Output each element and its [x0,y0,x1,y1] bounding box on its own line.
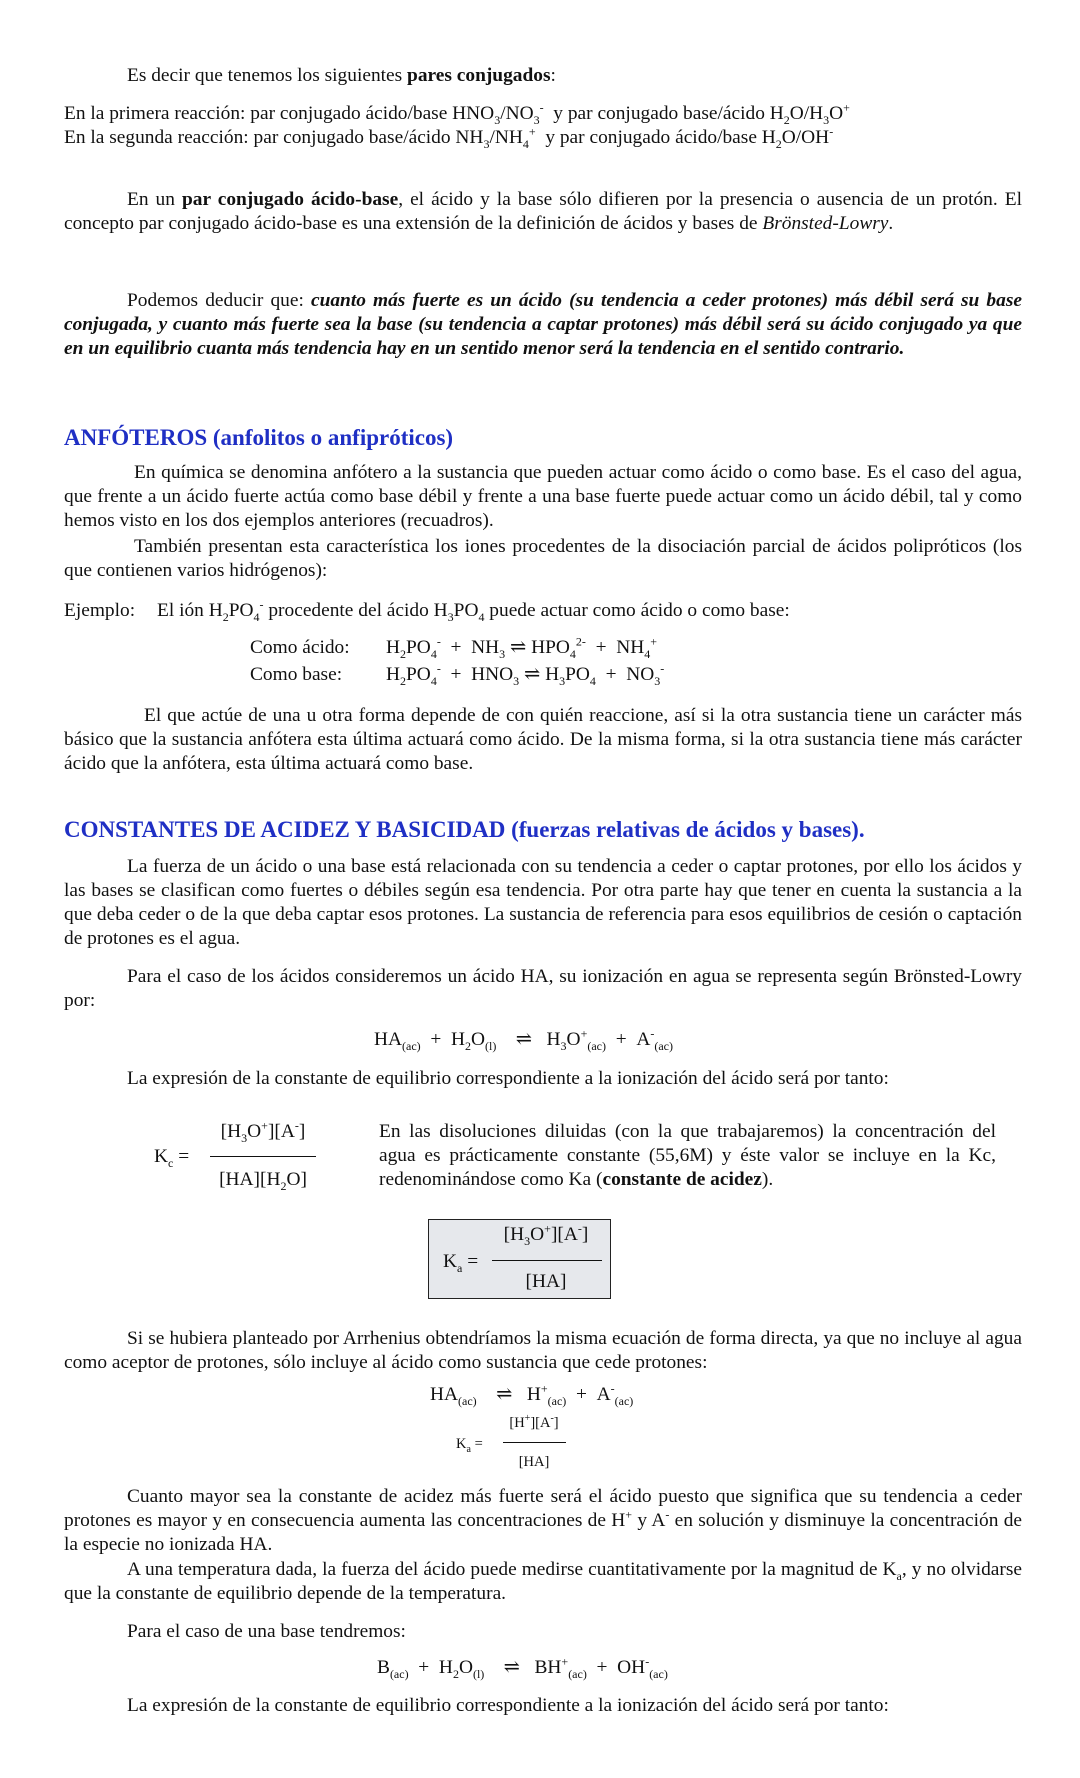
equation-base-ionization: $B_{(ac)} + H_2O_{(l)}$ ⇌ $BH^+_{(ac)} + OH^-_{(ac)}$ [377,1654,668,1681]
base-case-paragraph: Para el caso de una base tendremos: [127,1621,406,1642]
equation-arrhenius: $HA_{(ac)}$ ⇌ $H^+_{(ac)} + A^-_{(ac)}$ [430,1381,634,1408]
ka2-numerator: [H+][A-] [509,1413,559,1431]
kc-numerator: $[H_3O^+][A^-]$ [220,1118,306,1145]
intro-bold: pares conjugados [407,65,551,86]
temperature-paragraph: A una temperatura dada, la fuerza del ácido puede medirse cuantitativamente por la magnitud de $K_a$, y no olvidarse que la constante de equilibrio depende de la temperatura. [64,1559,1022,1604]
example-text: El ión $H_2PO_4^-$ procedente del ácido $H_3PO_4$ puede actuar como ácido o como base: [157,597,790,624]
kc-fraction-bar [210,1156,316,1157]
intro-end: : [550,65,556,86]
ka-numerator: $[H_3O^+][A^-]$ [503,1221,589,1248]
kc-label: $K_c$ = [154,1146,190,1170]
acid-label: Como ácido: [250,637,350,658]
anfoteros-paragraph-1: En química se denomina anfótero a la sustancia que pueden actuar como ácido o como base. Es el caso del agua, que frente a un ácido fuerte actúa como base débil y frente a una base fuerte puede actuar como un ácido débil, tal y como hemos visto en los dos ejemplos anteriores (recuadros). [64,462,1022,531]
constantes-paragraph-2: Para el caso de los ácidos consideremos un ácido HA, su ionización en agua se representa según Brönsted-Lowry por: [64,966,1022,1011]
constantes-paragraph-1: La fuerza de un ácido o una base está relacionada con su tendencia a ceder o captar protones, por ello los ácidos y las bases se clasifican como fuertes o débiles según esa tendencia. Por otra parte hay que tener en cuenta la sustancia a la que deba ceder o de la que deba captar esos protones. La sustancia de referencia para esos equilibrios de cesión o captación de protones es el agua. [64,856,1022,949]
anfoteros-paragraph-2: También presentan esta característica los iones procedentes de la disociación parcial de ácidos polipróticos (los que contienen varios hidrógenos): [64,536,1022,581]
final-paragraph: La expresión de la constante de equilibrio correspondiente a la ionización del ácido será por tanto: [127,1695,889,1716]
kc-denominator: $[HA][H_2O]$ [219,1169,307,1193]
deduce-emphasis: cuanto más fuerte es un ácido (su tendencia a ceder protones) más débil será su base conjugada, y cuanto más fuerte sea la base (su tendencia a captar protones) más débil será su ácido conjugado ya que en un equilibrio cuanta más tendencia hay en un sentido menor será la tendencia en el sentido contrario. [64,290,1022,359]
ka-fraction-bar [492,1260,602,1261]
conjugate-paragraph: En un par conjugado ácido-base, el ácido y la base sólo difieren por la presencia o ausencia de un protón. El concepto par conjugado ácido-base es una extensión de la definición de ácidos y bases de Brönsted-Lowry. [64,189,1022,234]
conjugate-bold: par conjugado ácido-base [181,189,399,210]
constantes-paragraph-3: La expresión de la constante de equilibrio correspondiente a la ionización del ácido será por tanto: [127,1068,889,1089]
acidity-constant-bold: constante de acidez [602,1169,762,1190]
pairs-line-1: En la primera reacción: par conjugado ácido/base $HNO_3/NO_3^-$ y par conjugado base/ácido $H_2O/H_3O^+$ [64,100,850,127]
bronsted-italic: Brönsted-Lowry [762,213,889,234]
ka-label: $K_a$ = [443,1251,479,1275]
base-label: Como base: [250,664,343,685]
pairs-line-2: En la segunda reacción: par conjugado base/ácido $NH_3/NH_4^+$ y par conjugado ácido/base $H_2O/OH^-$ [64,124,834,151]
acid-equation: $H_2PO_4^- + NH_3$ ⇌ $HPO_4^{2-} + NH_4^+$ [386,634,658,661]
arrhenius-paragraph: Si se hubiera planteado por Arrhenius obtendríamos la misma ecuación de forma directa, ya que no incluye al agua como aceptor de protones, sólo incluye al ácido como sustancia que cede protones: [64,1328,1022,1373]
base-equation: $H_2PO_4^- + HNO_3$ ⇌ $H_3PO_4 + NO_3^-$ [386,661,665,688]
ka2-label: $K_a$ = [456,1436,483,1455]
equation-ha-ionization: $HA_{(ac)} + H_2O_{(l)}$ ⇌ $H_3O^+_{(ac)} + A^-_{(ac)}$ [374,1026,673,1053]
deduce-paragraph: Podemos deducir que: cuanto más fuerte es un ácido (su tendencia a ceder protones) más débil será su base conjugada, y cuanto más fuerte sea la base (su tendencia a captar protones) más débil será su ácido conjugado ya que en un equilibrio cuanta más tendencia hay en un sentido menor será la tendencia en el sentido contrario. [64,290,1022,359]
strength-paragraph: Cuanto mayor sea la constante de acidez más fuerte será el ácido puesto que significa que su tendencia a ceder protones es mayor y en consecuencia aumenta las concentraciones de H+ y A- en solución y disminuye la concentración de la especie no ionizada HA. [64,1486,1023,1555]
pairs-block [64,102,1022,150]
ka2-denominator: [HA] [518,1454,550,1470]
heading-constantes: CONSTANTES DE ACIDEZ Y BASICIDAD (fuerzas relativas de ácidos y bases). [64,817,865,842]
ka-denominator: [HA] [525,1271,567,1292]
intro-lead: Es decir que tenemos los siguientes [127,65,408,86]
heading-anfoteros: ANFÓTEROS (anfolitos o anfipróticos) [64,425,454,450]
kc-explanation: En las disoluciones diluidas (con la que trabajaremos) la concentración del agua es prácticamente constante (55,6M) y éste valor se incluye en la Kc, redenominándose como Ka (constante de acidez). [379,1121,996,1190]
ka2-fraction-bar [503,1442,566,1443]
example-label: Ejemplo: [64,600,136,621]
anfoteros-paragraph-3: El que actúe de una u otra forma depende de con quién reaccione, así si la otra sustancia tiene un carácter más básico que la sustancia anfótera esta última actuará como ácido. De la misma forma, si la otra sustancia tiene más carácter ácido que la anfótera, esta última actuará como base. [64,705,1022,774]
intro-paragraph [64,64,1022,88]
